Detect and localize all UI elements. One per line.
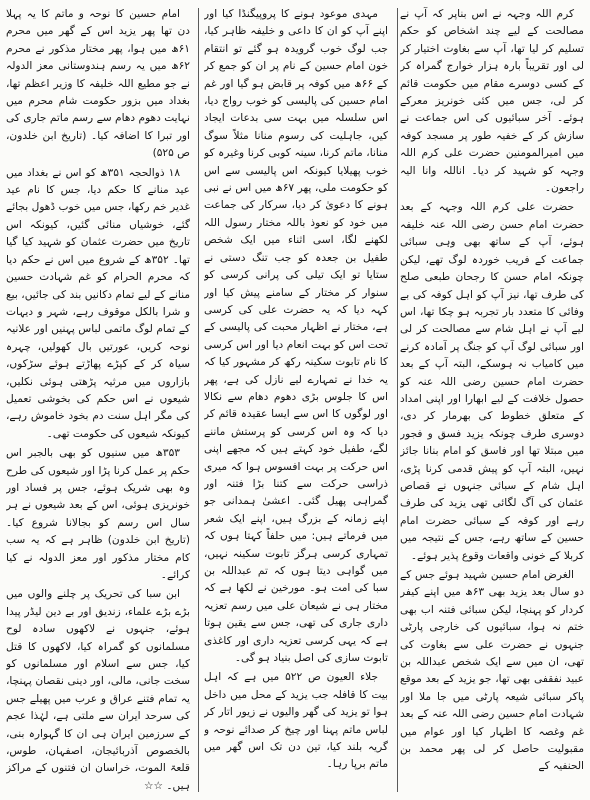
- text-column-left: [6, 6, 190, 794]
- text-column-right: [400, 6, 584, 794]
- paragraph: الغرض امام حسین شہید ہوئے جس کے دو سال بعد یزید بھی ۶۳ھ میں اپنے کیفر کردار کو پہنچا، لیکن سبائی فتنہ اب بھی ختم نہ ہوا، سبائیوں کی خارجی پارٹی جنہوں نے حضرت علی سے بغاوت کی تھی، ان میں سے ایک شخص عبداللہ بن عبید نفقفی بھی تھا، جو یزید کے بعد موقع پاکر سبائی شیعہ پارٹی میں جا ملا اور شہادت امام حسین رضی اللہ عنہ کے بعد غم وغصہ کا اظہار کیا اور عوام میں مقبولیت حاصل کر لی پھر محمد بن الحنفیہ کے: [400, 569, 584, 773]
- paragraph: امام حسین کا نوحہ و ماتم کا یہ پہلا دن تھا پھر یزید اس کے گھر میں محرم ۶۱ھ میں ہوا، پھر مختار مذکور نے محرم ۶۲ھ میں یہ رسم ہندوستانی معز الدولہ نے جو مطیع اللہ خلیفہ کا وزیر اعظم تھا، بغداد میں بزور حکومت شام محرم میں نہایت دھوم دھام سے رسم ماتم جاری کی اور تبرا کا اضافہ کیا۔ (تاریخ ابن خلدون، ص ۵۲۵): [6, 8, 190, 160]
- paragraph: جلاء العیون ص ۵۲۲ میں ہے کہ اہل بیت کا قافلہ جب یزید کے محل میں داخل ہوا تو یزید کی گھر والیوں نے زیور اتار کر لباس ماتم پہنا اور چیخ کر صدائے نوحہ و گریہ بلند کیا، تین دن تک اس گھر میں ماتم برپا رہا۔: [204, 671, 388, 771]
- text-column-middle: [204, 6, 388, 794]
- paragraph: حضرت علی کرم اللہ وجہہ کے بعد حضرت امام حسن رضی اللہ عنہ خلیفہ ہوئے، آپ کے ساتھ بھی وہی سبائی جماعت کے فریب خوردہ لوگ تھے، لیکن چونکہ امام حسن کا رجحان طبعی صلح کی طرف تھا، نیز آپ کو اہل کوفہ کی بے وفائی کا متعدد بار تجربہ ہو چکا تھا، اس لیے آپ نے اہل شام سے مصالحت کر لی اور سبائی لوگ آپ کو جنگ پر آمادہ کرنے میں کامیاب نہ ہوسکے، البتہ آپ کے بعد حضرت امام حسین رضی اللہ عنہ کو حصول خلافت کے لیے ابھارا اور اپنی امداد کے متعلق خطوط کی بھرمار کر دی، دوسری طرف چونکہ یزید فسق و فجور میں مبتلا تھا اور فاسق کو امام بنانا جائز نہیں، البتہ آپ کو پیش قدمی کرنا پڑی، اہل شام کے سبائی جنہوں نے قصاص عثمان کی آگ لگائی تھی یزید کی طرف رہے اور کوفہ کے سبائی حضرت امام حسین کے ساتھ رہے، جس کے نتیجہ میں کربلا کے خونی واقعات وقوع پذیر ہوئے۔: [400, 201, 584, 562]
- paragraph: کرم اللہ وجہہ نے اس بناپر کہ آپ نے مصالحت کے لیے چند اشخاص کو حکم تسلیم کر لیا تھا، آپ سے بغاوت اختیار کر لی اور تقریباً بارہ ہزار خوارج گمراہ کر کے کسی دوسرے مقام میں حکومت قائم کر لی، جس میں کئی خونریز معرکے ہوئے۔ آخر سبائیوں کی اس جماعت نے سازش کر کے خفیہ طور پر مسجد کوفہ میں امیرالمومنین حضرت علی کرم اللہ وجہہ کو شہید کر دیا۔ اناللہ وانا الیہ راجعون۔: [400, 8, 584, 195]
- paragraph: ۳۵۳ھ میں سنیوں کو بھی بالجبر اس حکم پر عمل کرنا پڑا اور شیعوں کی طرح وہ بھی شریک ہوئے، جس پر فساد اور خونریزی ہوئی، اس کے بعد شیعوں نے ہر سال اس رسم کو بجالانا شروع کیا۔ (تاریخ ابن خلدون) ظاہر ہے کہ یہ سب کام مختار مذکور اور معز الدولہ نے کیا کرائے۔: [6, 447, 190, 581]
- paragraph: ابن سبا کی تحریک پر چلنے والوں میں بڑے بڑے علماء، زندیق اور بے دین لیڈر پیدا ہوئے، جنہوں نے لاکھوں سادہ لوح مسلمانوں کو گمراہ کیا، لاکھوں کا قتل کیا، جس سے اسلام اور مسلمانوں کو سخت جانی، مالی، اور دینی نقصان پہنچا، یہ تمام فتنے عراق و عرب میں پھیلے جس کی سرحد ایران سے ملتی ہے، لہٰذا عجم کے سرزمین ایران ہی ان کا گہوارہ بنی، بالخصوص آذربائیجان، اصفہان، طوس، قلعۃ الموت، خراسان ان فتنوں کے مراکز ہیں۔ ☆☆: [6, 588, 190, 792]
- paragraph: مہدی موعود ہونے کا پروپیگنڈا کیا اور اپنے آپ کو ان کا داعی و خلیفہ ظاہر کیا، جب لوگ خوب گرویدہ ہو گئے تو انتقام خون امام حسین کے نام پر ان کو جمع کر کے ۶۶ھ میں کوفہ پر قابض ہو گیا اور غم امام حسین کی پالیسی کو خوب رواج دیا، اس سلسلہ میں بہت سی بدعات ایجاد کیں، جاہلیت کی رسوم منانا مثلاً سوگ منانا، ماتم کرنا، سینہ کوبی کرنا وغیرہ کو خوب پھیلایا کیونکہ اس پالیسی سے اس کو حکومت ملی، پھر ۶۷ھ میں اس نے نبی ہونے کا دعویٰ کر دیا، سرکار کی جماعت میں خود کو نعوذ باللہ مختار رسول اللہ لکھنے لگا، اسی اثناء میں ایک شخص طفیل بن جعدہ کو جب تنگ دستی نے ستایا تو ایک تیلی کی پرانی کرسی کو سنوار کر مختار کے سامنے پیش کیا اور کہہ دیا کہ یہ حضرت علی کی کرسی ہے، مختار نے اظہار محبت کی پالیسی کے تحت اس کو بہت انعام دیا اور اس کرسی کا نام تابوت سکینہ رکھ کر مشہور کیا کہ یہ خدا نے تمہارے لیے نازل کی ہے، پھر اس کا جلوس بڑی دھوم دھام سے نکالا اور لوگوں کا اس سے ایسا عقیدہ قائم کر دیا کہ وہ اس کرسی کو پرستش ماننے لگے، طفیل خود کہتے ہیں کہ مجھے اپنی اس حرکت پر بہت افسوس ہوا کہ میری ذراسی حرکت سے کتنا بڑا فتنہ اور گمراہی پھیل گئی۔ اعشیٰ ہمدانی جو اپنے زمانہ کے بزرگ ہیں، اپنے ایک شعر میں فرماتے ہیں: میں حلفاً کہتا ہوں کہ تمہاری کرسی ہرگز تابوت سکینہ نہیں، میں گواہی دیتا ہوں کہ تم عبداللہ بن سبا کی امت ہو۔ مورخین نے لکھا ہے کہ مختار ہی نے شیعان علی میں رسم تعزیہ داری جاری کی تھی، جس سے یقین ہوتا ہے کہ یہی کرسی تعزیہ داری اور کاغذی تابوت سازی کی اصل بنیاد ہو گی۔: [204, 8, 388, 665]
- column-divider: [397, 8, 398, 792]
- paragraph: ۱۸ ذوالحجہ ۳۵۱ھ کو اس نے بغداد میں عید منانے کا حکم دیا، جس کا نام عید غدیر خم رکھا، جس میں خوب ڈھول بجائے گئے، خوشیاں منائی گئیں، کیونکہ اس تاریخ میں حضرت عثمان کو شہید کیا گیا تھا۔ ۳۵۲ھ کے شروع میں اس نے حکم دیا کہ محرم الحرام کو غم شہادت حسین منانے کے لیے تمام دکانیں بند کی جائیں، بیع و شرا بالکل موقوف رہے، شہر و دیہات کے تمام لوگ ماتمی لباس پہنیں اور علانیہ نوحہ کریں، عورتیں بال کھولیں، چہرہ سیاہ کر کے کپڑے پھاڑتے ہوئے سڑکوں، بازاروں میں مرثیہ پڑھتی ہوئی نکلیں، شیعوں نے اس حکم کی بخوشی تعمیل کی مگر اہل سنت دم بخود خاموش رہے، کیونکہ شیعوں کی حکومت تھی۔: [6, 166, 190, 440]
- column-divider: [198, 8, 199, 792]
